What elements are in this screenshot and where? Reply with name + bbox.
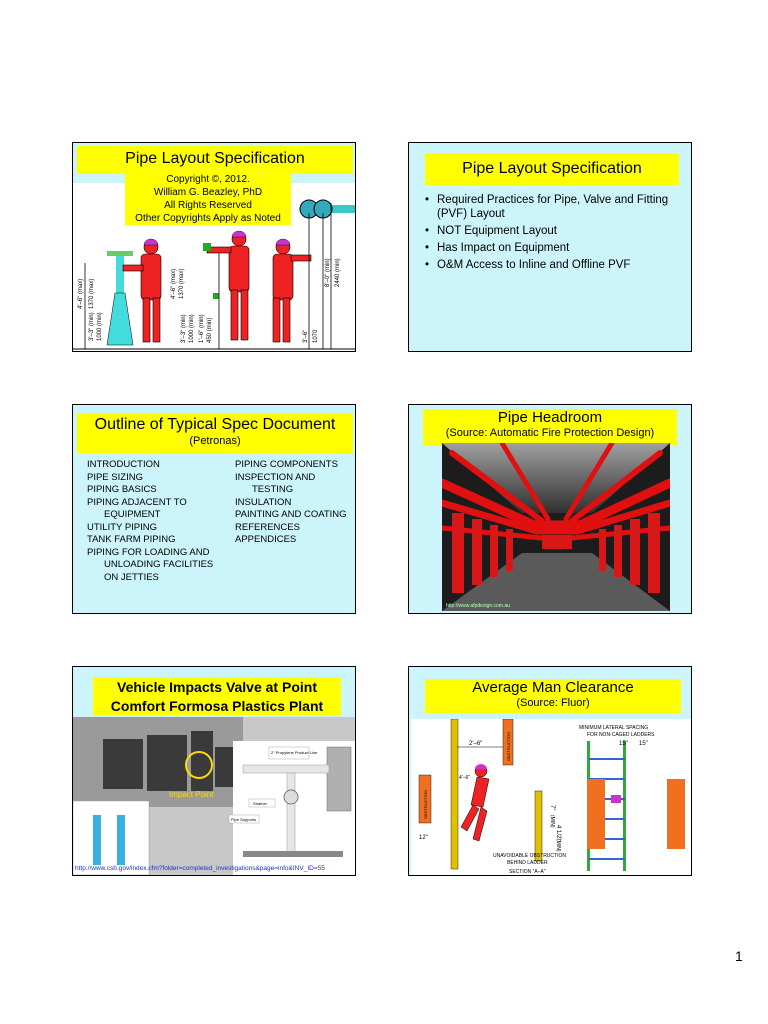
outline-item: TESTING — [252, 484, 294, 495]
dim-label: 450 (min) — [207, 317, 213, 343]
slide-title: Pipe Headroom — [497, 409, 603, 426]
outline-item: APPENDICES — [235, 534, 297, 545]
slide-title-box — [423, 409, 677, 445]
outline-item: INTRODUCTION — [87, 459, 160, 470]
slide-title-line: Vehicle Impacts Valve at Point — [117, 679, 317, 695]
dim-label: 2440 (min) — [335, 258, 341, 287]
dim-label: 1070 — [313, 329, 319, 343]
dim-label: 1000 (min) — [189, 314, 195, 343]
figure-label: (MIN) — [549, 815, 555, 828]
outline-item: INSULATION — [235, 496, 292, 508]
impact-incident-figure — [73, 717, 356, 875]
figure-label: 15" — [619, 741, 628, 747]
slide-title: Pipe Layout Specification — [462, 160, 642, 177]
slide-vehicle-impacts-valve — [72, 666, 356, 876]
slide-pipe-layout-spec-cover — [72, 142, 356, 352]
figure-label: MINIMUM LATERAL SPACING — [579, 725, 649, 731]
figure-label: FOR NON-CAGED LADDERS — [587, 732, 655, 738]
copyright-notice — [125, 173, 291, 225]
slide-title-box — [93, 677, 341, 715]
outline-item: UTILITY PIPING — [87, 521, 158, 533]
dim-label: 8'–0" (min) — [325, 258, 331, 287]
slide-pipe-headroom — [408, 404, 692, 614]
figure-label: UNAVOIDABLE OBSTRUCTION — [493, 853, 566, 859]
dim-label: 3'–6" — [303, 329, 309, 343]
figure-label: OBSTRUCTION — [423, 789, 428, 819]
outline-item: PIPING FOR LOADING AND — [87, 546, 210, 558]
slide-title-box — [425, 679, 681, 713]
pipe-headroom-photo — [442, 443, 670, 611]
outline-item: ON JETTIES — [104, 571, 159, 583]
outline-column-left — [87, 459, 233, 584]
outline-item: PAINTING AND COATING — [235, 509, 347, 520]
dim-label: 4'–6" (max) — [171, 268, 177, 299]
outline-item: PIPING BASICS — [87, 484, 157, 495]
slide-outline-spec-document — [72, 404, 356, 614]
copyright-line: William G. Beazley, PhD — [153, 187, 263, 198]
figure-label: SECTION "A–A" — [509, 869, 546, 875]
figure-label: 12" — [419, 835, 428, 841]
outline-item: EQUIPMENT — [104, 509, 161, 520]
dim-label: 3'–3" (min) — [181, 314, 187, 343]
figure-label: OBSTRUCTION — [506, 731, 511, 761]
dim-label: 3'–3" (min) — [89, 312, 95, 341]
slide-title: Outline of Typical Spec Document — [94, 416, 336, 433]
bullet-item: • O&M Access to Inline and Offline PVF — [423, 258, 685, 272]
diagram-label: 2" Propylene Product Line — [271, 750, 318, 755]
figure-label: 4 1/2" — [555, 825, 561, 841]
slide-subtitle: (Source: Fluor) — [516, 697, 590, 709]
slide-title: Average Man Clearance — [472, 679, 634, 696]
figure-label: (MIN) — [555, 839, 561, 852]
bullet-item: • Has Impact on Equipment — [423, 241, 685, 255]
figure-label: BEHIND LADDER — [507, 860, 548, 866]
diagram-label: Strainer — [253, 801, 268, 806]
source-link[interactable]: http://www.csb.gov/index.cfm?folder=completed_investigations&page=info&INV_ID=55 — [75, 865, 325, 872]
figure-label: 2'–6" — [469, 741, 483, 747]
dim-label: 1370 (max) — [179, 268, 185, 299]
outline-item: UNLOADING FACILITIES — [104, 559, 214, 570]
figure-label: 4'–6" — [459, 775, 471, 781]
photo-source-url: http://www.afpdesign.com.au — [446, 603, 510, 609]
dim-label: 1'–6" (min) — [199, 314, 205, 343]
copyright-line: Copyright ©, 2012. — [166, 174, 250, 185]
copyright-line: All Rights Reserved — [164, 200, 252, 211]
ladder-clearance-figure — [411, 719, 691, 875]
outline-item: REFERENCES — [235, 521, 300, 533]
page-number: 1 — [735, 948, 743, 964]
copyright-line: Other Copyrights Apply as Noted — [135, 213, 281, 224]
slide-subtitle: (Petronas) — [189, 435, 241, 447]
outline-item: TANK FARM PIPING — [87, 534, 176, 545]
outline-column-right — [235, 459, 353, 547]
dim-label: 1370 (max) — [89, 278, 95, 309]
impact-point-label: Impact Point — [169, 790, 214, 799]
outline-item: PIPING ADJACENT TO — [87, 496, 187, 508]
dim-label: 4'–6" (max) — [78, 278, 84, 309]
bullet-item: • Required Practices for Pipe, Valve and Fitting (PVF) Layout — [423, 193, 685, 221]
bullet-item: • NOT Equipment Layout — [423, 224, 685, 238]
slide-pipe-layout-spec-bullets — [408, 142, 692, 352]
outline-item: PIPE SIZING — [87, 471, 143, 483]
diagram-label: Pipe Supports — [231, 817, 257, 822]
bullet-list — [423, 193, 685, 275]
outline-item: PIPING COMPONENTS — [235, 459, 338, 470]
slide-title-box — [77, 146, 353, 174]
slide-title-box — [425, 153, 679, 185]
outline-item: INSPECTION AND — [235, 471, 316, 483]
dim-label: 1000 (min) — [97, 312, 103, 341]
slide-subtitle: (Source: Automatic Fire Protection Design) — [445, 427, 655, 439]
slide-title-line: Comfort Formosa Plastics Plant — [110, 698, 324, 714]
figure-label: 7" — [549, 805, 555, 811]
figure-label: 15" — [639, 741, 648, 747]
slide-title: Pipe Layout Specification — [125, 150, 305, 167]
slide-title-box — [77, 413, 353, 453]
slide-average-man-clearance — [408, 666, 692, 876]
